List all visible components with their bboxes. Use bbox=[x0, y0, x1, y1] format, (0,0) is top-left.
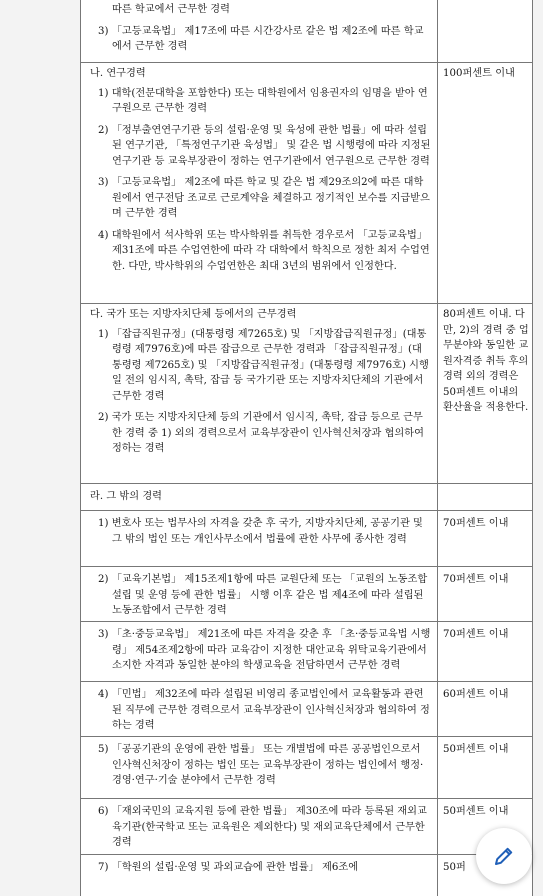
rate-cell: 50퍼 bbox=[443, 862, 466, 873]
table-row bbox=[80, 483, 533, 510]
table-border-left bbox=[80, 0, 81, 896]
list-item: 4) 대학원에서 석사학위 또는 박사학위를 취득한 경우로서 「고등교육법」 제31조에 따른 수업연한에 따라 각 대학에서 학칙으로 정한 최저 수업연한. 다만, 박사학위의 수업연한은 최대 3년의 범위에서 인정한다. bbox=[98, 229, 430, 272]
rate-cell bbox=[437, 0, 533, 5]
list-item: 1) 대학(전문대학을 포함한다) 또는 대학원에서 임용권자의 임명을 받아 연구원으로 근무한 경력 bbox=[98, 87, 428, 114]
table-row bbox=[80, 854, 533, 896]
table-row bbox=[80, 621, 533, 681]
list-item: 7) 「학원의 설립·운영 및 과외교습에 관한 법률」 제6조에 bbox=[98, 862, 359, 873]
list-item: 1) 「잡급직원규정」(대통령령 제7265호) 및 「지방잡급직원규정」(대통령령 제7976호)에 따른 잡급으로 근무한 경력과 「잡급직원규정」(대통령령 제7265호) 및 「지방잡급직원규정」(대통령령 제7976호) 시행일 전의 임시직, 촉탁, 잡급 등 국가기관 또는 지방자치단체의 기관에서 근무한 경력 bbox=[98, 328, 429, 402]
list-item: 2) 국가 또는 지방자치단체 등의 기관에서 임시직, 촉탁, 잡급 등으로 근무한 경력 중 1) 외의 경력으로서 교육부장관이 인사혁신처장과 협의하여 정하는 경력 bbox=[98, 412, 424, 454]
list-item: 3) 「초·중등교육법」 제21조에 따른 자격을 갖춘 후 「초·중등교육법 시행령」 제54조제2항에 따라 교육감이 지정한 대안교육 위탁교육기관에서 소지한 자격과 동일한 분야의 학생교육을 전담하면서 근무한 경력 bbox=[98, 629, 431, 671]
rate-cell: 80퍼센트 이내. 다만, 2)의 경력 중 업무분야와 동일한 교원자격증 취득 후의 경력 외의 경력은 50퍼센트 이내의 환산율을 적용한다. bbox=[443, 309, 529, 413]
section-heading: 나. 연구경력 bbox=[90, 68, 146, 79]
section-heading: 라. 그 밖의 경력 bbox=[90, 491, 162, 502]
table-row bbox=[80, 798, 533, 854]
table-row bbox=[80, 62, 533, 303]
list-item: 따른 학교에서 근무한 경력 bbox=[112, 4, 230, 15]
table-row bbox=[80, 681, 533, 736]
rate-cell: 70퍼센트 이내 bbox=[443, 629, 509, 640]
table-border-middle bbox=[437, 0, 438, 896]
rate-cell bbox=[437, 484, 533, 490]
table-row bbox=[80, 736, 533, 798]
rate-cell: 50퍼센트 이내 bbox=[443, 744, 509, 755]
table-row bbox=[80, 566, 533, 621]
rate-cell: 100퍼센트 이내 bbox=[443, 68, 515, 79]
pencil-icon bbox=[492, 844, 516, 868]
list-item: 1) 변호사 또는 법무사의 자격을 갖춘 후 국가, 지방자치단체, 공공기관 및 그 밖의 법인 또는 개인사무소에서 법률에 관한 사무에 종사한 경력 bbox=[98, 518, 423, 545]
table-row bbox=[80, 303, 533, 483]
table-border-right bbox=[532, 0, 533, 896]
rate-cell: 70퍼센트 이내 bbox=[443, 574, 509, 585]
section-heading: 다. 국가 또는 지방자치단체 등에서의 근무경력 bbox=[90, 309, 297, 320]
list-item: 2) 「교육기본법」 제15조제1항에 따른 교원단체 또는 「교원의 노동조합 설립 및 운영 등에 관한 법률」 시행 이후 같은 법 제4조에 따라 설립된 노동조합에서 근무한 경력 bbox=[98, 574, 428, 616]
table-row bbox=[80, 510, 533, 566]
rate-cell: 60퍼센트 이내 bbox=[443, 689, 509, 700]
list-item: 3) 「고등교육법」 제2조에 따른 학교 및 같은 법 제29조의2에 따른 대학원에서 연구전담 조교로 근로계약을 체결하고 정기적인 보수를 지급받으며 근무한 경력 bbox=[98, 177, 430, 219]
rate-cell: 50퍼센트 이내 bbox=[443, 806, 509, 817]
rate-cell: 70퍼센트 이내 bbox=[443, 518, 509, 529]
list-item: 6) 「재외국민의 교육지원 등에 관한 법률」 제30조에 따라 등록된 재외교육기관(한국학교 또는 교육원은 제외한다) 및 재외교육단체에서 근무한 경력 bbox=[98, 806, 427, 848]
list-item: 2) 「정부출연연구기관 등의 설립·운영 및 육성에 관한 법률」에 따라 설립된 연구기관, 「특정연구기관 육성법」 및 같은 법 시행령에 따라 지정된 연구기관 등 교육부장관이 정하는 연구기관에서 연구원으로 근무한 경력 bbox=[98, 124, 431, 167]
table-row bbox=[80, 0, 533, 62]
edit-button[interactable] bbox=[476, 828, 532, 884]
list-item: 3) 「고등교육법」 제17조에 따른 시간강사로 같은 법 제2조에 따른 학교에서 근무한 경력 bbox=[98, 25, 424, 52]
list-item: 5) 「공공기관의 운영에 관한 법률」 또는 개별법에 따른 공공법인으로서 인사혁신처장이 정하는 법인 또는 교육부장관이 정하는 법인에서 행정·경영·연구·기술 분야에서 근무한 경력 bbox=[98, 744, 424, 786]
list-item: 4) 「민법」 제32조에 따라 설립된 비영리 종교법인에서 교육활동과 관련된 직무에 근무한 경력으로서 교육부장관이 인사혁신처장과 협의하여 정하는 경력 bbox=[98, 689, 430, 731]
